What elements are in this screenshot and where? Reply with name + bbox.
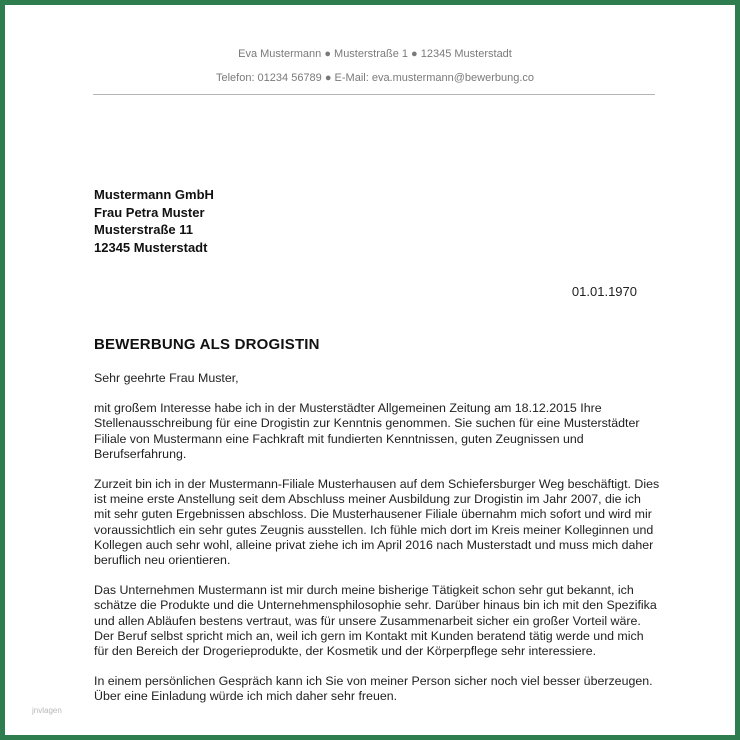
body-paragraph: Zurzeit bin ich in der Mustermann-Filiale Musterhausen auf dem Schiefersburger Weg beschäftigt. Dies ist meine erste Anstellung seit dem Abschluss meiner Ausbildung zur Drogistin im Jahr 2007, die ich mit sehr guten Ergebnissen abschloss. Die Musterhausener Filiale übernahm mich sofort und wird mir voraussichtlich ein sehr gutes Zeugnis ausstellen. Ich fühle mich dort im Kreis meiner Kolleginnen und Kollegen auch sehr wohl, alleine privat ziehe ich im April 2016 nach Musterstadt und muss mich daher beruflich neu orientieren. — [94, 477, 660, 568]
letter-date: 01.01.1970 — [571, 284, 637, 299]
letter-body — [94, 371, 660, 720]
recipient-company: Mustermann GmbH — [94, 187, 214, 202]
header-divider — [93, 94, 655, 95]
recipient-street: Musterstraße 11 — [94, 222, 193, 237]
body-paragraph: In einem persönlichen Gespräch kann ich Sie von meiner Person sicher noch viel besser überzeugen. Über eine Einladung würde ich mich daher sehr freuen. — [94, 674, 653, 704]
body-paragraph: Das Unternehmen Mustermann ist mir durch meine bisherige Tätigkeit schon sehr gut bekannt, ich schätze die Produkte und die Unternehmensphilosophie sehr. Darüber hinaus bin ich mit den Spezifika und allen Abläufen bestens vertraut, was für unsere Zusammenarbeit sicher ein großer Vorteil wäre. Der Beruf selbst spricht mich an, weil ich gern im Kontakt mit Kunden beratend tätig werde und mich für den Bereich der Drogerieprodukte, der Kosmetik und der Körperpflege sehr interessiere. — [94, 583, 657, 659]
letter-subject: BEWERBUNG ALS DROGISTIN — [94, 336, 320, 353]
body-paragraph: mit großem Interesse habe ich in der Musterstädter Allgemeinen Zeitung am 18.12.2015 Ihre Stellenausschreibung für eine Drogistin zur Kenntnis genommen. Sie suchen für eine Musterstädter Filiale von Mustermann eine Fachkraft mit fundierten Kenntnissen, guten Zeugnissen und Berufserfahrung. — [94, 401, 640, 461]
salutation: Sehr geehrte Frau Muster, — [94, 371, 239, 385]
sender-contact-line: Telefon: 01234 56789 ● E-Mail: eva.mustermann@bewerbung.co — [215, 72, 535, 84]
sender-address-line: Eva Mustermann ● Musterstraße 1 ● 12345 Musterstadt — [238, 48, 512, 60]
watermark-text: jnvlagen — [32, 706, 62, 715]
recipient-person: Frau Petra Muster — [94, 204, 205, 220]
recipient-city: 12345 Musterstadt — [94, 239, 208, 255]
recipient-address-block — [94, 186, 214, 256]
